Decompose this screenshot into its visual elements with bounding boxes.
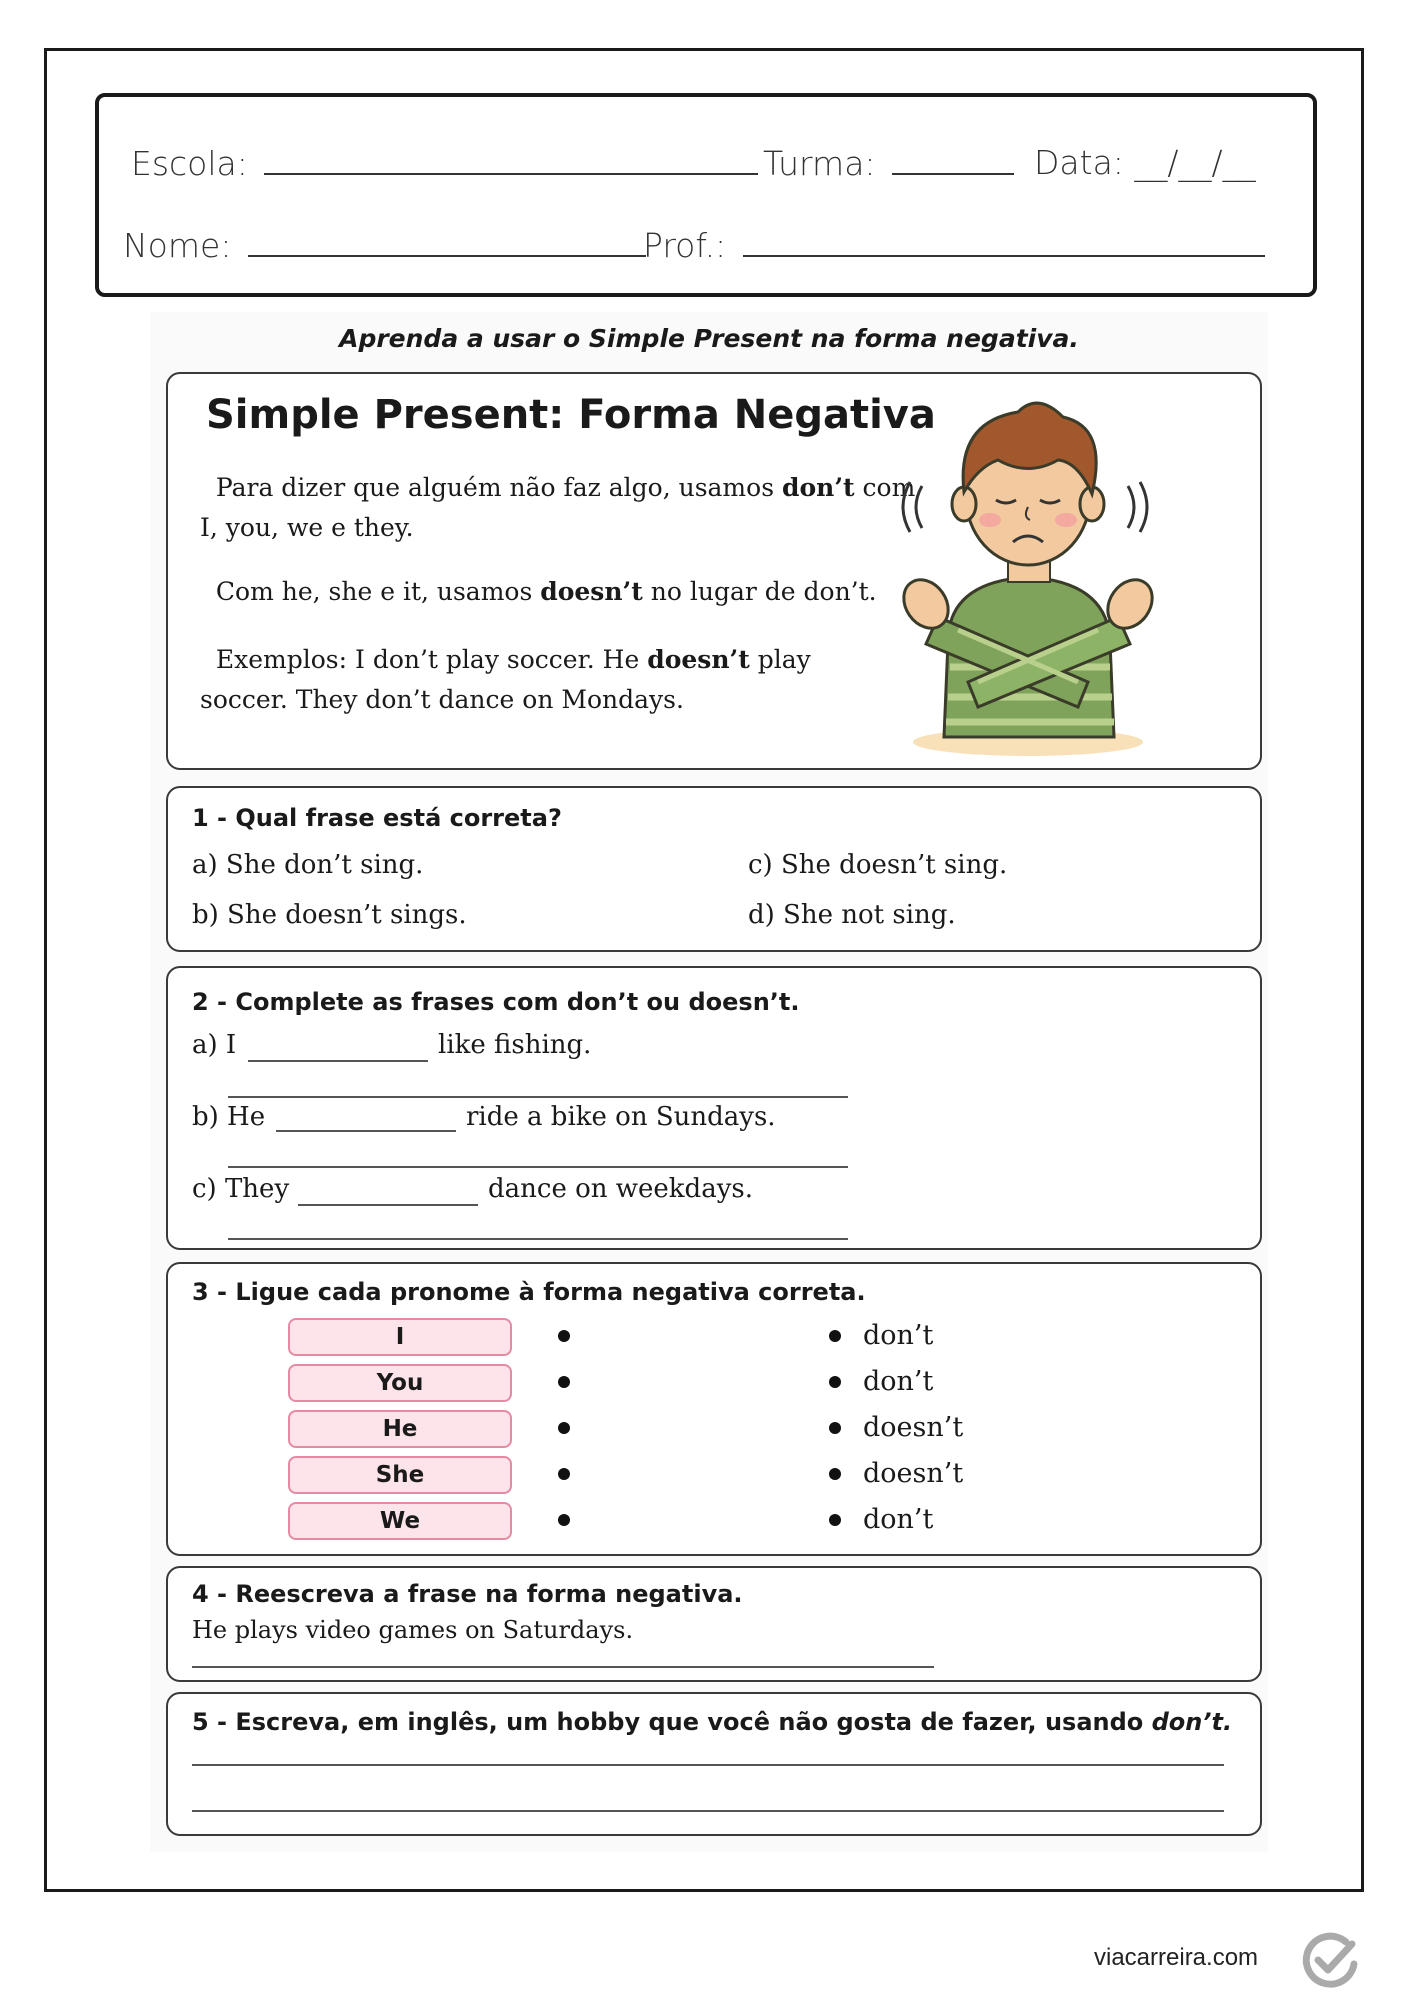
school-line[interactable] bbox=[264, 143, 758, 175]
question-5-title: 5 - Escreva, em inglês, um hobby que você não gosta de fazer, usando don’t. bbox=[192, 1708, 1233, 1736]
footer-site-name[interactable]: viacarreira.com bbox=[1094, 1944, 1259, 1971]
right-dot-5[interactable] bbox=[829, 1514, 841, 1526]
q2-item-b-rest: ride a bike on Sundays. bbox=[466, 1102, 776, 1132]
school-label: Escola: bbox=[131, 144, 248, 183]
right-dot-2[interactable] bbox=[829, 1376, 841, 1388]
left-dot-4[interactable] bbox=[558, 1468, 570, 1480]
teacher-label: Prof.: bbox=[643, 226, 727, 265]
intro-card bbox=[166, 372, 1262, 770]
q2-item-c-label: c) They bbox=[192, 1174, 290, 1204]
name-line[interactable] bbox=[248, 225, 646, 257]
left-dot-3[interactable] bbox=[558, 1422, 570, 1434]
header-form bbox=[95, 93, 1317, 297]
pronoun-i[interactable]: I bbox=[288, 1318, 512, 1356]
left-dot-2[interactable] bbox=[558, 1376, 570, 1388]
question-2-card bbox=[166, 966, 1262, 1250]
q5-answer-line-1[interactable] bbox=[192, 1764, 1224, 1766]
teacher-field[interactable] bbox=[643, 225, 1265, 265]
negative-form-2: don’t bbox=[863, 1366, 934, 1397]
worksheet bbox=[150, 312, 1268, 1852]
pronoun-we[interactable]: We bbox=[288, 1502, 512, 1540]
q4-answer-line[interactable] bbox=[192, 1666, 934, 1668]
right-dot-3[interactable] bbox=[829, 1422, 841, 1434]
q1-option-b[interactable]: b) She doesn’t sings. bbox=[192, 900, 467, 930]
q2-item-c-blank[interactable] bbox=[298, 1204, 478, 1206]
question-5-card bbox=[166, 1692, 1262, 1836]
left-dot-5[interactable] bbox=[558, 1514, 570, 1526]
class-field[interactable] bbox=[763, 143, 1014, 183]
q1-option-a[interactable]: a) She don’t sing. bbox=[192, 850, 424, 880]
negative-form-4: doesn’t bbox=[863, 1458, 964, 1489]
boy-crossed-arms-illustration bbox=[878, 382, 1188, 762]
class-label: Turma: bbox=[763, 144, 876, 183]
school-field[interactable] bbox=[131, 143, 758, 183]
pronoun-you[interactable]: You bbox=[288, 1364, 512, 1402]
question-2-title: 2 - Complete as frases com don’t ou doesn’t. bbox=[192, 988, 800, 1016]
question-3-card bbox=[166, 1262, 1262, 1556]
pronoun-he[interactable]: He bbox=[288, 1410, 512, 1448]
q2-item-b-answer-line[interactable] bbox=[228, 1166, 848, 1168]
q1-option-d[interactable]: d) She not sing. bbox=[748, 900, 956, 930]
teacher-line[interactable] bbox=[743, 225, 1265, 257]
checkmark-logo-icon bbox=[1298, 1928, 1362, 1992]
intro-title: Simple Present: Forma Negativa bbox=[206, 392, 936, 438]
negative-form-3: doesn’t bbox=[863, 1412, 964, 1443]
q2-item-a-label: a) I bbox=[192, 1030, 237, 1060]
negative-form-5: don’t bbox=[863, 1504, 934, 1535]
right-dot-4[interactable] bbox=[829, 1468, 841, 1480]
q4-sentence: He plays video games on Saturdays. bbox=[192, 1616, 634, 1644]
q2-item-b-blank[interactable] bbox=[276, 1130, 456, 1132]
left-dot-1[interactable] bbox=[558, 1330, 570, 1342]
date-label: Data: bbox=[1034, 143, 1124, 182]
q2-item-c-rest: dance on weekdays. bbox=[488, 1174, 753, 1204]
question-3-title: 3 - Ligue cada pronome à forma negativa correta. bbox=[192, 1278, 866, 1306]
negative-form-1: don’t bbox=[863, 1320, 934, 1351]
name-label: Nome: bbox=[123, 226, 232, 265]
q2-item-c-answer-line[interactable] bbox=[228, 1238, 848, 1240]
q2-item-a-answer-line[interactable] bbox=[228, 1096, 848, 1098]
intro-paragraph-3: Exemplos: I don’t play soccer. He doesn’t play soccer. They don’t dance on Mondays. bbox=[200, 645, 811, 714]
question-1-card bbox=[166, 786, 1262, 952]
q1-option-c[interactable]: c) She doesn’t sing. bbox=[748, 850, 1008, 880]
worksheet-subtitle: Aprenda a usar o Simple Present na forma negativa. bbox=[339, 324, 1079, 353]
pronoun-she[interactable]: She bbox=[288, 1456, 512, 1494]
q5-answer-line-2[interactable] bbox=[192, 1810, 1224, 1812]
question-4-title: 4 - Reescreva a frase na forma negativa. bbox=[192, 1580, 743, 1608]
question-1-title: 1 - Qual frase está correta? bbox=[192, 804, 562, 832]
intro-paragraph-2: Com he, she e it, usamos doesn’t no lugar de don’t. bbox=[215, 577, 877, 606]
right-dot-1[interactable] bbox=[829, 1330, 841, 1342]
q2-item-a-rest: like fishing. bbox=[438, 1030, 592, 1060]
q2-item-a-blank[interactable] bbox=[248, 1060, 428, 1062]
date-slots: __/__/__ bbox=[1134, 143, 1256, 182]
intro-paragraph-1: Para dizer que alguém não faz algo, usamos don’t com I, you, we e they. bbox=[200, 473, 916, 542]
question-4-card bbox=[166, 1566, 1262, 1682]
date-field[interactable] bbox=[1034, 143, 1256, 182]
class-line[interactable] bbox=[892, 143, 1014, 175]
name-field[interactable] bbox=[123, 225, 646, 265]
q2-item-b-label: b) He bbox=[192, 1102, 266, 1132]
